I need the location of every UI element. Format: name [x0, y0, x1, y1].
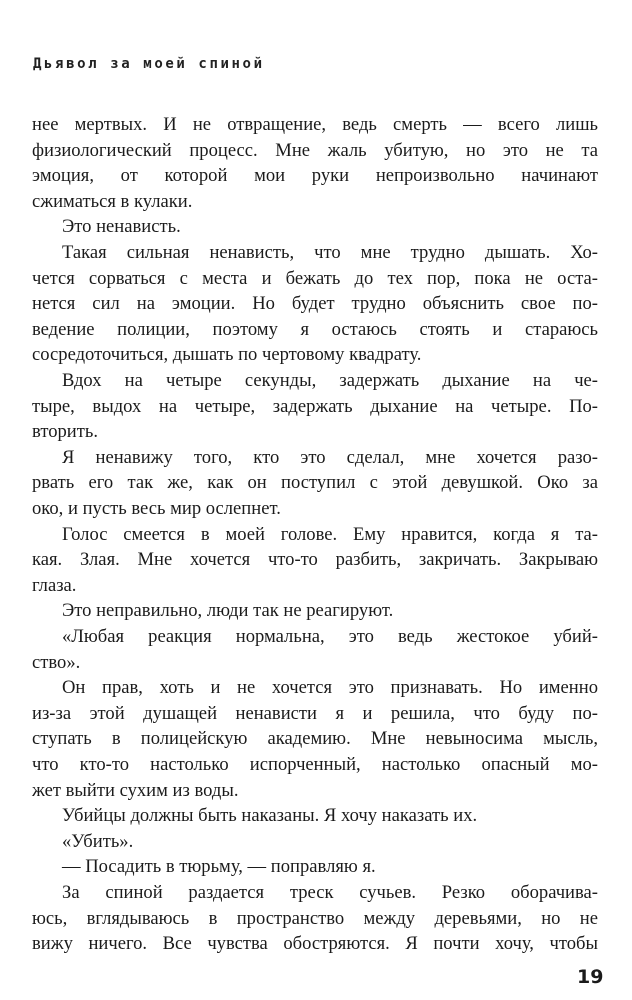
- text-line: сжиматься в кулаки.: [32, 190, 193, 212]
- text-line: нется сил на эмоции. Но будет трудно объяснить свое по-: [32, 293, 598, 315]
- running-head: Дьявол за моей спиной: [33, 56, 265, 72]
- text-line: ступать в полицейскую академию. Мне невыносима мысль,: [32, 728, 598, 750]
- text-line: сосредоточиться, дышать по чертовому квадрату.: [32, 344, 422, 366]
- text-line: Убийцы должны быть наказаны. Я хочу наказать их.: [62, 805, 478, 827]
- text-line: физиологический процесс. Мне жаль убитую, но это не та: [32, 139, 598, 161]
- text-line: из-за этой душащей ненависти я и решила, что буду по-: [32, 702, 598, 724]
- text-line: «Убить».: [62, 830, 134, 852]
- text-line: ство».: [32, 651, 81, 673]
- text-line: рвать его так же, как он поступил с этой девушкой. Око за: [32, 472, 598, 494]
- text-line: «Любая реакция нормальна, это ведь жестокое убий-: [62, 626, 598, 647]
- text-line: Такая сильная ненависть, что мне трудно дышать. Хо-: [62, 242, 598, 263]
- text-line: Он прав, хоть и не хочется это признавать. Но именно: [62, 677, 598, 699]
- text-line: Это ненависть.: [62, 216, 181, 238]
- text-line: юсь, вглядываюсь в пространство между деревьями, но не: [32, 907, 598, 929]
- text-line: ведение полиции, поэтому я остаюсь стоять и стараюсь: [32, 318, 598, 340]
- text-line: эмоция, от которой мои руки непроизвольно начинают: [32, 165, 598, 187]
- text-line: вторить.: [32, 421, 98, 443]
- text-line: кая. Злая. Мне хочется что-то разбить, закричать. Закрываю: [32, 549, 598, 571]
- text-line: нее мертвых. И не отвращение, ведь смерть — всего лишь: [32, 114, 598, 135]
- text-line: Вдох на четыре секунды, задержать дыхание на че-: [62, 370, 598, 391]
- text-line: Это неправильно, люди так не реагируют.: [62, 600, 394, 622]
- page-number: 19: [577, 966, 604, 988]
- text-line: Я ненавижу того, кто это сделал, мне хочется разо-: [62, 446, 598, 468]
- text-line: вижу ничего. Все чувства обостряются. Я почти хочу, чтобы: [32, 933, 598, 955]
- text-line: тыре, выдох на четыре, задержать дыхание на четыре. По-: [32, 395, 598, 417]
- text-line: жет выйти сухим из воды.: [32, 779, 239, 801]
- text-line: глаза.: [32, 574, 77, 596]
- text-line: что кто-то настолько испорченный, настолько опасный мо-: [32, 754, 598, 775]
- text-line: око, и пусть весь мир ослепнет.: [32, 498, 281, 519]
- text-line: — Посадить в тюрьму, — поправляю я.: [62, 856, 376, 878]
- text-line: чется сорваться с места и бежать до тех пор, пока не оста-: [32, 267, 598, 289]
- text-line: За спиной раздается треск сучьев. Резко оборачива-: [62, 882, 598, 903]
- text-line: Голос смеется в моей голове. Ему нравится, когда я та-: [62, 523, 598, 545]
